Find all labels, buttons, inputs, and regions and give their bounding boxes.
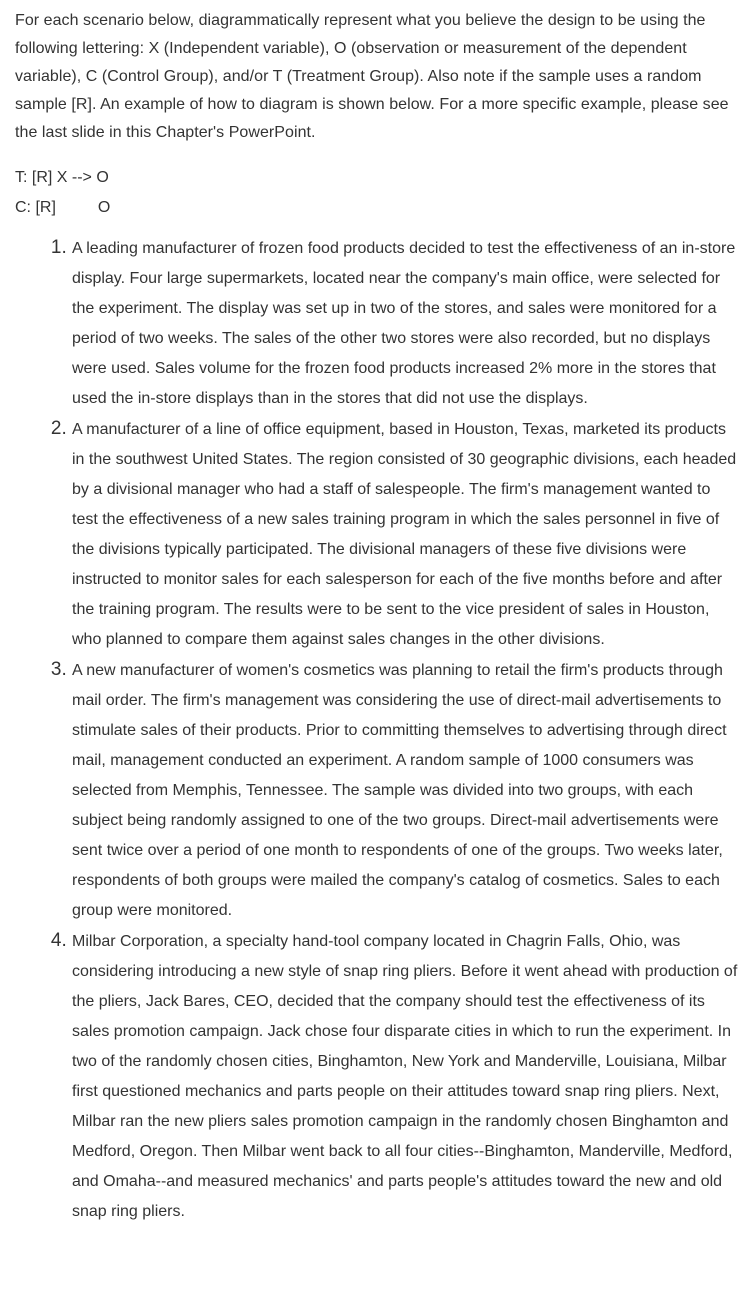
example-design-diagram: [15, 163, 740, 223]
scenario-item-2: 2. A manufacturer of a line of office equipment, based in Houston, Texas, marketed its products in the southwest United States. The region consisted of 30 geographic divisions, each headed by a divisional manager who had a staff of salespeople. The firm's management wanted to test the effectiveness of a new sales training program in which the sales personnel in five of the divisions typically participated. The divisional managers of these five divisions were instructed to monitor sales for each salesperson for each of the five months before and after the training program. The results were to be sent to the vice president of sales in Houston, who planned to compare them against sales changes in the other divisions.: [72, 414, 740, 655]
scenario-item-3: 3. A new manufacturer of women's cosmetics was planning to retail the firm's products through mail order. The firm's management was considering the use of direct-mail advertisements to stimulate sales of their products. Prior to committing themselves to advertising through direct mail, management conducted an experiment. A random sample of 1000 consumers was selected from Memphis, Tennessee. The sample was divided into two groups, with each subject being randomly assigned to one of the two groups. Direct-mail advertisements were sent twice over a period of one month to respondents of one of the groups. Two weeks later, respondents of both groups were mailed the company's catalog of cosmetics. Sales to each group were monitored.: [72, 655, 740, 926]
control-row: [15, 193, 740, 223]
instructions-paragraph: For each scenario below, diagrammatically represent what you believe the design to be using the following lettering: X (Independent variable), O (observation or measurement of the dependent variable), C (Control Group), and/or T (Treatment Group). Also note if the sample uses a random sample [R]. An example of how to diagram is shown below. For a more specific example, please see the last slide in this Chapter's PowerPoint.: [15, 12, 729, 141]
scenario-item-1: 1. A leading manufacturer of frozen food products decided to test the effectiveness of an in-store display. Four large supermarkets, located near the company's main office, were selected for the experiment. The display was set up in two of the stores, and sales were monitored for a period of two weeks. The sales of the other two stores were also recorded, but no displays were used. Sales volume for the frozen food products increased 2% more in the stores that used the in-store displays than in the stores that did not use the displays.: [72, 233, 740, 414]
treatment-row: [15, 163, 740, 193]
scenario-item-4: 4. Milbar Corporation, a specialty hand-tool company located in Chagrin Falls, Ohio, was considering introducing a new style of snap ring pliers. Before it went ahead with production of the pliers, Jack Bares, CEO, decided that the company should test the effectiveness of its sales promotion campaign. Jack chose four disparate cities in which to run the experiment. In two of the randomly chosen cities, Binghamton, New York and Manderville, Louisiana, Milbar first questioned mechanics and parts people on their attitudes toward snap ring pliers. Next, Milbar ran the new pliers sales promotion campaign in the randomly chosen Binghamton and Medford, Oregon. Then Milbar went back to all four cities--Binghamton, Manderville, Medford, and Omaha--and measured mechanics' and parts people's attitudes toward the new and old snap ring pliers.: [72, 926, 740, 1227]
scenario-list: [15, 233, 740, 1227]
control-row-observation: O: [97, 199, 111, 216]
control-row-label: C: [R]: [15, 199, 56, 216]
treatment-row-text: T: [R] X --> O: [15, 169, 109, 186]
